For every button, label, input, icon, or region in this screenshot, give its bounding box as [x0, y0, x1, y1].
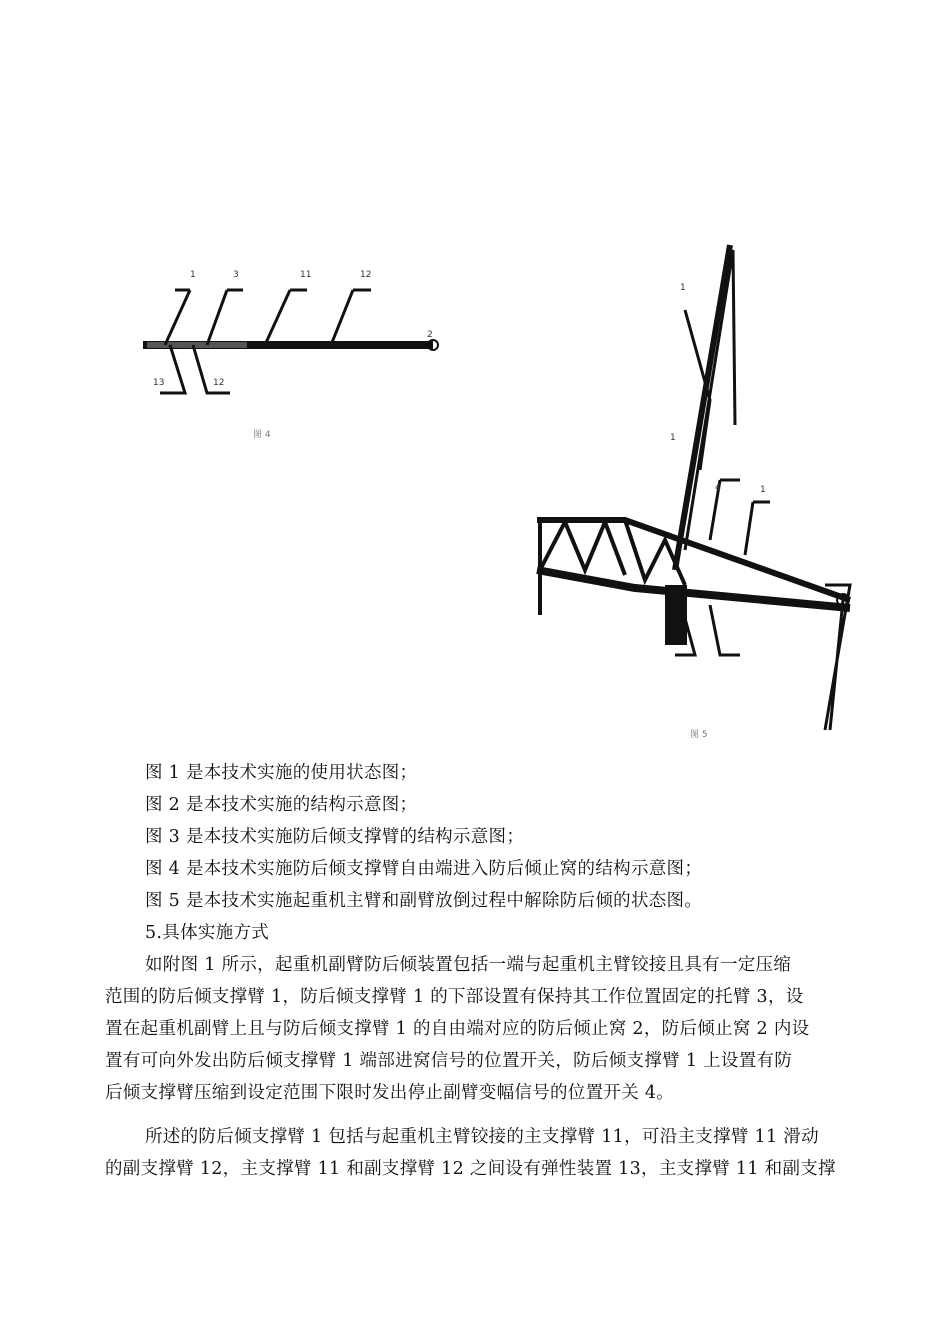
paragraph-2-line: 的副支撑臂 12，主支撑臂 11 和副支撑臂 12 之间设有弹性装置 13，主支撑臂 11 和副支撑 — [105, 1159, 836, 1179]
paragraph-1-line: 置有可向外发出防后倾支撑臂 1 端部进窝信号的位置开关，防后倾支撑臂 1 上设置有防 — [105, 1051, 793, 1071]
fig4-caption: 图 4 — [253, 430, 271, 440]
figure-5-drawing — [525, 240, 860, 745]
fig4-label-1: 1 — [190, 270, 196, 280]
fig5-caption: 图 5 — [690, 730, 708, 740]
paragraph-1-line: 后倾支撑臂压缩到设定范围下限时发出停止副臂变幅信号的位置开关 4。 — [105, 1083, 675, 1103]
jib-main — [675, 245, 730, 570]
figure-4-drawing — [135, 255, 455, 455]
strut-4 — [331, 290, 371, 345]
fig4-label-12b: 12 — [213, 378, 225, 388]
section-heading: 5.具体实施方式 — [145, 923, 270, 943]
figure-caption-5: 图 5 是本技术实施起重机主臂和副臂放倒过程中解除防后倾的状态图。 — [145, 891, 703, 911]
figure-caption-4: 图 4 是本技术实施防后倾支撑臂自由端进入防后倾止窝的结构示意图； — [145, 859, 703, 879]
figure-caption-3: 图 3 是本技术实施防后倾支撑臂的结构示意图； — [145, 827, 525, 847]
document-body — [105, 757, 850, 1185]
fig5-label-1b: 1 — [670, 433, 676, 443]
fig5-label-4: 4 — [715, 483, 721, 493]
fig5-label-1a: 1 — [680, 283, 686, 293]
lattice-boom-bottom — [537, 570, 850, 608]
fig4-label-2: 2 — [427, 330, 433, 340]
boom-hatching — [147, 342, 247, 348]
figure-caption-2: 图 2 是本技术实施的结构示意图； — [145, 795, 418, 815]
fig5-strut-b — [745, 502, 770, 555]
lattice-boom-top — [537, 520, 850, 600]
strut-1 — [165, 290, 190, 345]
strut-3 — [265, 290, 307, 345]
figure-caption-1: 图 1 是本技术实施的使用状态图； — [145, 763, 418, 783]
paragraph-1-line: 置在起重机副臂上且与防后倾支撑臂 1 的自由端对应的防后倾止窝 2，防后倾止窝 2 内设 — [105, 1019, 810, 1039]
fig4-label-11: 11 — [300, 270, 312, 280]
paragraph-1 — [105, 949, 850, 1109]
strut-2 — [207, 290, 243, 345]
fig4-label-3: 3 — [233, 270, 239, 280]
paragraph-2-line: 所述的防后倾支撑臂 1 包括与起重机主臂铰接的主支撑臂 11，可沿主支撑臂 11 滑动 — [145, 1127, 819, 1147]
fig5-label-1c: 1 — [760, 485, 766, 495]
paragraph-1-line: 范围的防后倾支撑臂 1，防后倾支撑臂 1 的下部设置有保持其工作位置固定的托臂 3，设 — [105, 987, 804, 1007]
paragraph-2 — [105, 1121, 850, 1185]
paragraph-1-line: 如附图 1 所示，起重机副臂防后倾装置包括一端与起重机主臂铰接且具有一定压缩 — [145, 955, 792, 975]
fig4-label-13: 13 — [153, 378, 165, 388]
fig4-label-12: 12 — [360, 270, 372, 280]
